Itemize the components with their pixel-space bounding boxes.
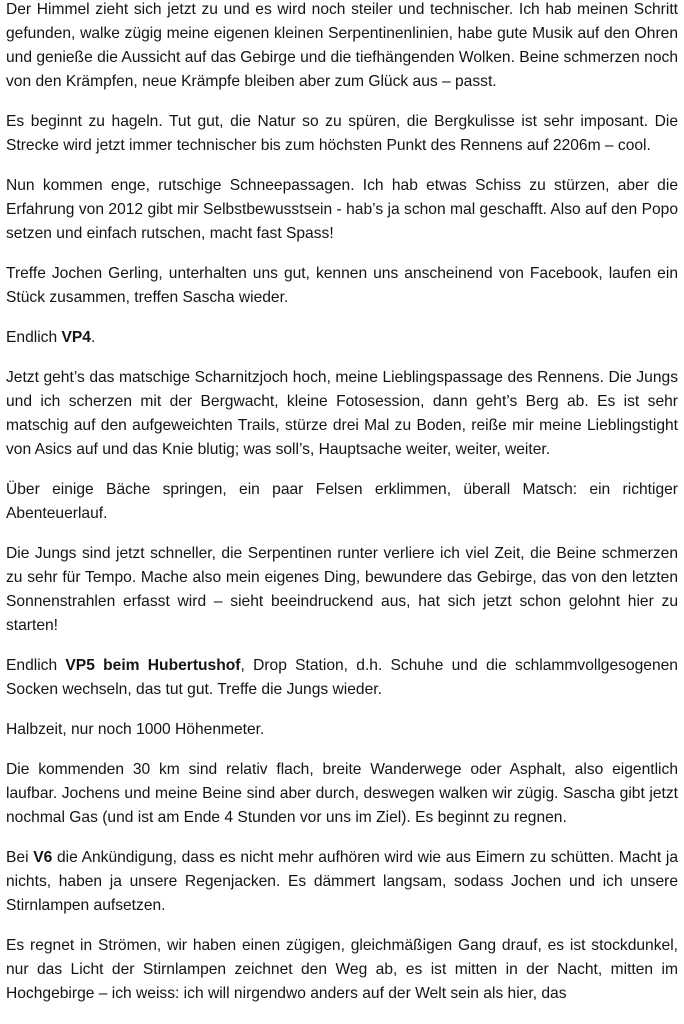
vp4-pre: Endlich	[6, 329, 62, 346]
paragraph-v6	[6, 846, 678, 918]
paragraph-hail: Es beginnt zu hageln. Tut gut, die Natur so zu spüren, die Bergkulisse ist sehr imposant. Die Strecke wird jetzt immer technischer bis zum höchsten Punkt des Rennens auf 2206m – cool.	[6, 113, 678, 154]
vp5-pre: Endlich	[6, 657, 66, 674]
vp4-post: .	[90, 329, 96, 346]
paragraph-halftime: Halbzeit, nur noch 1000 Höhenmeter.	[6, 721, 265, 738]
paragraph-night-rain: Es regnet in Strömen, wir haben einen zügigen, gleichmäßigen Gang drauf, es ist stockdunkel, nur das Licht der Stirnlampen zeichnet den Weg ab, es ist mitten in der Nacht, mitten im Hochgebirge – ich weiss: ich will nirgendwo anders auf der Welt sein als hier, das	[6, 937, 678, 1002]
v6-post: die Ankündigung, dass es nicht mehr aufhören wird wie aus Eimern zu schütten. Macht ja nichts, haben ja unsere Regenjacken. Es dämmert langsam, sodass Jochen und ich unsere Stirnlampen aufsetzen.	[6, 849, 678, 914]
paragraph-flat-section: Die kommenden 30 km sind relativ flach, breite Wanderwege oder Asphalt, also eigentlich laufbar. Jochens und meine Beine sind aber durch, deswegen walken wir zügig. Sascha gibt jetzt nochmal Gas (und ist am Ende 4 Stunden vor uns im Ziel). Es beginnt zu regnen.	[6, 761, 678, 826]
paragraph-vp4	[6, 326, 678, 350]
paragraph-meet-jochen: Treffe Jochen Gerling, unterhalten uns gut, kennen uns anscheinend von Facebook, laufen ein Stück zusammen, treffen Sascha wieder.	[6, 265, 678, 306]
vp4-label: VP4	[61, 329, 91, 346]
vp5-post: , Drop Station, d.h. Schuhe und die schlammvollgesogenen Socken wechseln, das tut gut. Treffe die Jungs wieder.	[6, 657, 678, 698]
v6-label: V6	[33, 849, 53, 866]
paragraph-vp5	[6, 654, 678, 702]
paragraph-serpentines: Die Jungs sind jetzt schneller, die Serpentinen runter verliere ich viel Zeit, die Beine schmerzen zu sehr für Tempo. Mache also mein eigenes Ding, bewundere das Gebirge, das von den letzten Sonnenstrahlen erfasst wird – sieht beeindruckend aus, hat sich jetzt schon gelohnt hier zu starten!	[6, 545, 678, 634]
v6-pre: Bei	[6, 849, 34, 866]
paragraph-snow-passages: Nun kommen enge, rutschige Schneepassagen. Ich hab etwas Schiss zu stürzen, aber die Erfahrung von 2012 gibt mir Selbstbewusstsein - hab’s ja schon mal geschafft. Also auf den Popo setzen und einfach rutschen, macht fast Spass!	[6, 177, 678, 242]
paragraph-weather: Der Himmel zieht sich jetzt zu und es wird noch steiler und technischer. Ich hab meinen Schritt gefunden, walke zügig meine eigenen kleinen Serpentinenlinien, habe gute Musik auf den Ohren und genieße die Aussicht auf das Gebirge und die tiefhängenden Wolken. Beine schmerzen noch von den Krämpfen, neue Krämpfe bleiben aber zum Glück aus – passt.	[6, 1, 678, 90]
paragraph-scharnitzjoch: Jetzt geht’s das matschige Scharnitzjoch hoch, meine Lieblingspassage des Rennens. Die Jungs und ich scherzen mit der Bergwacht, kleine Fotosession, dann geht’s Berg ab. Es ist sehr matschig auf den aufgeweichten Trails, stürze drei Mal zu Boden, reiße mir meine Lieblingstight von Asics auf und das Knie blutig; was soll’s, Hauptsache weiter, weiter, weiter.	[6, 369, 678, 458]
vp5-label: VP5 beim Hubertushof	[65, 657, 241, 674]
paragraph-adventure: Über einige Bäche springen, ein paar Felsen erklimmen, überall Matsch: ein richtiger Abenteuerlauf.	[6, 481, 678, 522]
document-page	[6, 0, 678, 1024]
